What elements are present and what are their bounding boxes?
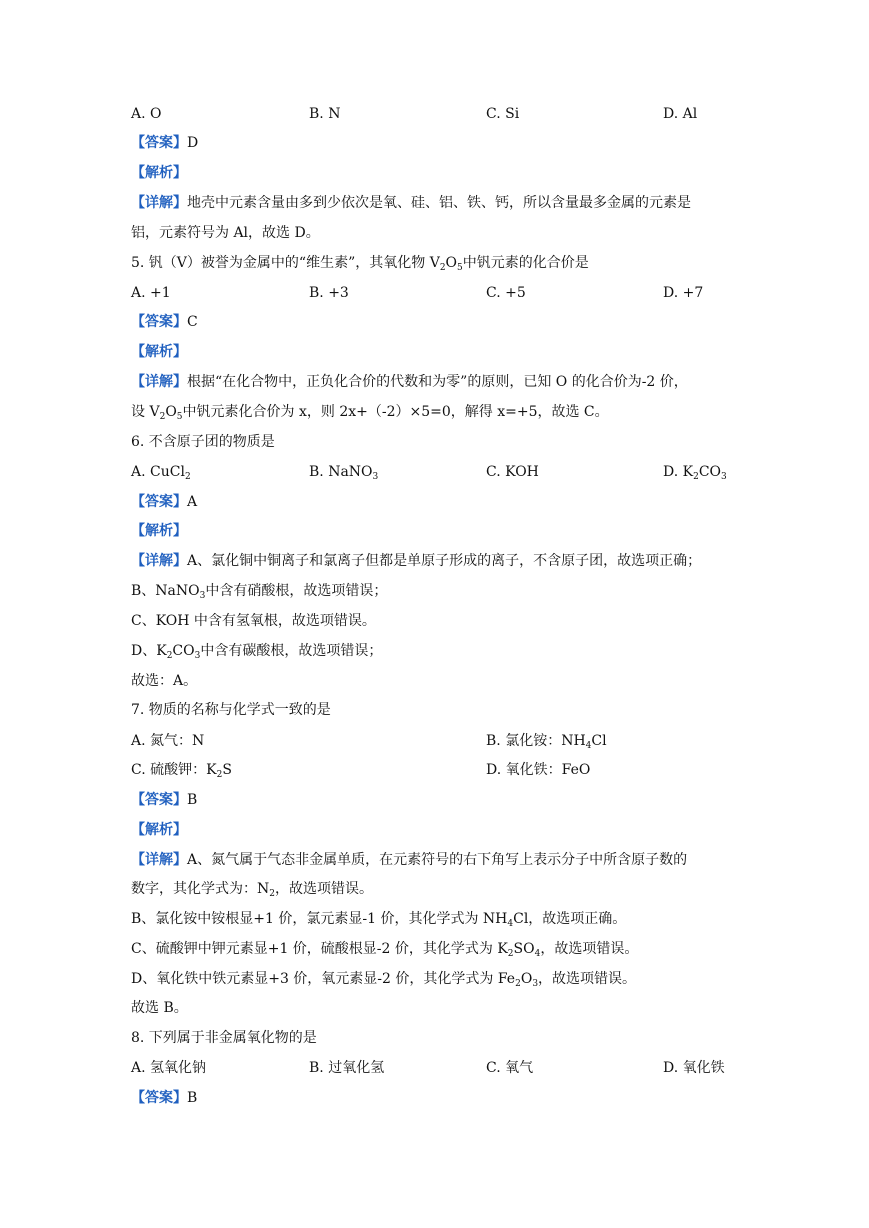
q6-detail-line-1: 【详解】A、氯化铜中铜离子和氯离子但都是单原子形成的离子，不含原子团，故选项正确； <box>131 553 702 569</box>
q6-question: 6. 不含原子团的物质是 <box>131 434 275 450</box>
q7-detail-line-1: 【详解】A、氮气属于气态非金属单质，在元素符号的右下角写上表示分子中所含原子数的 <box>131 852 688 868</box>
q4-option-c: C. Si <box>486 106 520 122</box>
q8-question: 8. 下列属于非金属氧化物的是 <box>131 1030 317 1046</box>
q6-analysis-label: 【解析】 <box>131 523 187 539</box>
q5-option-b: B. +3 <box>309 285 349 301</box>
q6-option-b: B. NaNO$_3$ <box>309 464 379 482</box>
q4-detail-line-2: 铝，元素符号为 Al，故选 D。 <box>131 225 320 241</box>
q8-option-b: B. 过氧化氢 <box>309 1060 385 1076</box>
q7-detail-line-3: B、氯化铵中铵根显+1 价，氯元素显-1 价，其化学式为 $NH_4Cl$，故选项正确。 <box>131 911 627 929</box>
q6-detail-line-2: B、NaNO$_3$中含有硝酸根，故选项错误； <box>131 583 388 601</box>
q7-option-b: B. 氯化铵：$NH_4Cl$ <box>486 733 607 751</box>
q4-analysis-label: 【解析】 <box>131 165 187 181</box>
q8-option-c: C. 氧气 <box>486 1060 534 1076</box>
q6-answer: 【答案】A <box>131 494 198 510</box>
q8-answer: 【答案】B <box>131 1090 198 1106</box>
q4-option-b: B. N <box>309 106 341 122</box>
q4-answer: 【答案】D <box>131 135 199 151</box>
q8-option-d: D. 氧化铁 <box>663 1060 725 1076</box>
q6-option-d: D. $K_2CO_3$ <box>663 464 727 482</box>
q7-detail-line-2: 数字，其化学式为：$N_2$，故选项错误。 <box>131 881 373 899</box>
q7-detail-line-5: D、氧化铁中铁元素显+3 价，氧元素显-2 价，其化学式为 $Fe_2O_3$，故选项错误。 <box>131 971 637 989</box>
q5-option-d: D. +7 <box>663 285 704 301</box>
q7-question: 7. 物质的名称与化学式一致的是 <box>131 702 331 718</box>
q6-detail-line-3: C、KOH 中含有氢氧根，故选项错误。 <box>131 613 376 629</box>
q6-conclusion: 故选：A。 <box>131 673 198 689</box>
q8-option-a: A. 氢氧化钠 <box>131 1060 207 1076</box>
q5-option-c: C. +5 <box>486 285 526 301</box>
q7-option-d: D. 氧化铁：FeO <box>486 762 591 778</box>
q6-option-c: C. KOH <box>486 464 539 480</box>
q7-analysis-label: 【解析】 <box>131 822 187 838</box>
q7-answer: 【答案】B <box>131 792 198 808</box>
q4-option-d: D. Al <box>663 106 698 122</box>
q7-conclusion: 故选 B。 <box>131 1000 188 1016</box>
q5-option-a: A. +1 <box>131 285 171 301</box>
q7-option-c: C. 硫酸钾：$K_2S$ <box>131 762 232 780</box>
q7-option-a: A. 氮气：N <box>131 733 205 749</box>
q4-detail-line-1: 【详解】地壳中元素含量由多到少依次是氧、硅、铝、铁、钙，所以含量最多金属的元素是 <box>131 195 691 211</box>
q4-option-a: A. O <box>131 106 162 122</box>
q5-detail-line-1: 【详解】根据“在化合物中，正负化合价的代数和为零”的原则，已知 O 的化合价为-2 价， <box>131 374 688 390</box>
q5-detail-line-2: 设 $V_2O_5$中钒元素化合价为 x，则 2x+（-2）×5=0，解得 x=+5，故选 C。 <box>131 404 609 422</box>
q6-option-a: A. CuCl$_2$ <box>131 464 191 482</box>
q5-answer: 【答案】C <box>131 314 198 330</box>
q5-question: 5. 钒（V）被誉为金属中的“维生素”，其氧化物 $V_2O_5$中钒元素的化合价是 <box>131 255 589 273</box>
q5-analysis-label: 【解析】 <box>131 344 187 360</box>
q7-detail-line-4: C、硫酸钾中钾元素显+1 价，硫酸根显-2 价，其化学式为 $K_2SO_4$，故选项错误。 <box>131 941 639 959</box>
q6-detail-line-4: D、$K_2CO_3$中含有碳酸根，故选项错误； <box>131 643 383 661</box>
